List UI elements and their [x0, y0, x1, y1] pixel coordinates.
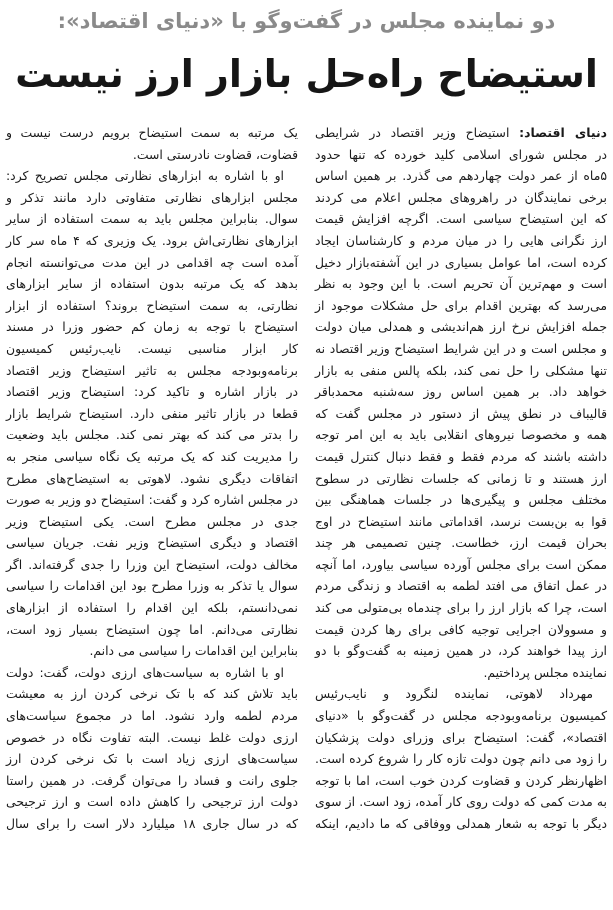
article-line-text: را مدیریت کند که یک مرتبه یک نگاه سیاسی منجر به — [6, 448, 298, 464]
article-line — [315, 511, 607, 533]
article-line-text: ارز پیدا خواهند کرد، در همین زمینه به گفت‌وگو با دو — [315, 643, 607, 659]
article-line — [6, 813, 298, 835]
article-line — [6, 338, 298, 360]
article-line — [315, 360, 607, 382]
article-line — [6, 252, 298, 274]
article-line — [6, 403, 298, 425]
article-line-text: تنها مشکلی را حل نمی کند، بلکه پالس منفی به بازار — [315, 362, 607, 378]
article-line — [6, 640, 298, 662]
article-line — [315, 381, 607, 403]
article-line — [315, 230, 607, 252]
article-line-text: ارزی دولت غلط نیست. البته تفاوت نگاه در خصوص — [6, 729, 298, 745]
article-line — [315, 575, 607, 597]
article-line — [315, 813, 607, 835]
article-line — [315, 144, 607, 166]
article-line — [6, 683, 298, 705]
article-line-text: ابزارهای نظارتی‌اش برود. یک وزیری که ۴ ماه سر کار — [6, 232, 298, 248]
article-line-text: است و مهم‌ترین آن تحریم است. با این وجود به نظر — [315, 276, 607, 292]
article-line-text: جلوی رانت و فساد را می‌توان گرفت. در همین راستا — [6, 772, 298, 788]
article-line-text: را زود می دانم چون دولت تازه کار را شروع کرده است. — [315, 751, 607, 767]
article-line — [315, 683, 607, 705]
article-line — [315, 424, 607, 446]
article-line-text: سیاست‌های ارزی زیاد است با تک نرخی کردن ارز — [6, 751, 298, 767]
article-line — [315, 338, 607, 360]
article-line — [6, 727, 298, 749]
article-line — [6, 489, 298, 511]
article-line — [6, 165, 298, 187]
article-line-text: سوال یا تذکر به وزرا مطرح بود این اقدامات را سیاسی — [6, 578, 298, 594]
article-line-text: را بدتر می کند که بهتر نمی کند. مجلس باید وضعیت — [6, 427, 298, 443]
article-column-left — [6, 122, 298, 835]
article-line-text: مخالف دولت، استیضاح این وزرا را جدی گرفته‌اند. اگر — [6, 556, 298, 572]
article-line-text: قوا به بن‌بست نرسد، اقداماتی مانند استیضاح در اوج — [315, 513, 607, 529]
article-line — [315, 187, 607, 209]
article-line — [315, 273, 607, 295]
article-line-text: کرده است، اما عوامل بسیاری در این آشفته‌بازار دخیل — [315, 254, 607, 270]
article-line — [6, 295, 298, 317]
article-line-text: جدی در مجلس مطرح است. یکی استیضاح وزیر — [6, 513, 298, 529]
article-line-text: نمی‌دانستم، بلکه این اقدام را استفاده از ابزارهای — [6, 600, 298, 616]
article-line-text: اتفاقات دیگری نشود. لاهوتی به استیضاح‌های مطرح — [6, 470, 298, 486]
article-line-text: دیگر با توجه به شعار همدلی ووفاقی که ما دادیم، اینکه — [315, 816, 607, 831]
article-line-text: باید تلاش کند که با تک نرخی کردن ارز به معیشت — [6, 686, 298, 702]
article-line — [6, 791, 298, 813]
source-label: دنیای اقتصاد: — [519, 125, 607, 140]
article-line — [6, 424, 298, 446]
article-line — [6, 770, 298, 792]
article-line — [6, 230, 298, 252]
article-line-text: و مجلس است و در این شرایط استیضاح وزیر اقتصاد نه — [315, 340, 607, 356]
article-line — [315, 403, 607, 425]
article-line-text: و مسوولان اجرایی توجیه کافی برای رها کردن قیمت — [315, 621, 607, 637]
article-line-text: است، چرا که بازار ارز را برای چندماه بی‌متولی می کند — [315, 600, 607, 616]
article-line — [315, 727, 607, 749]
article-line-text: در بازار اشاره و تاکید کرد: استیضاح وزیر اقتصاد — [6, 384, 298, 400]
article-line — [315, 619, 607, 641]
article-line-text: مردم لطمه وارد نشود. اما در مجموع سیاست‌های — [6, 708, 298, 724]
article-line — [6, 360, 298, 382]
article-line-text: نظارتی می‌دانم. اما چون استیضاح بسیار زود است، — [6, 621, 298, 637]
article-line — [6, 208, 298, 230]
article-line — [315, 640, 607, 662]
article-line — [315, 252, 607, 274]
article-line — [6, 554, 298, 576]
article-line-text: به مدت کمی که دولت روی کار آمده، زود است. از سوی — [315, 794, 607, 810]
article-line — [315, 748, 607, 770]
article-line-text: بدهد که یک مرتبه بدون استفاده از سایر ابزارهای — [6, 276, 298, 292]
article-line — [315, 554, 607, 576]
article-line-text: اقتصاد و دیگری استیضاح وزیر نفت. جریان سیاسی — [6, 535, 298, 551]
article-line — [6, 511, 298, 533]
article-line — [315, 791, 607, 813]
article-line — [6, 619, 298, 641]
article-line-text: دولت ارز ترجیحی را کاهش داده است و ارز ترجیحی — [6, 794, 298, 810]
article-line-text: جمله افزایش نرخ ارز هم‌اندیشی و همدلی میان دولت — [315, 319, 607, 335]
article-line-text: قطعا در بازار تاثیر منفی دارد. استیضاح شرایط بازار — [6, 405, 298, 421]
article-line-text: استیضاح با توجه به زمان کم حضور وزرا در مسند — [6, 319, 298, 335]
article-line — [6, 144, 298, 166]
article-line-text: مهرداد لاهوتی، نماینده لنگرود و نایب‌رئیس — [315, 686, 593, 702]
article-line-text: اظهارنظر کردن و قضاوت کردن خوب است، اما با توجه — [315, 772, 607, 788]
article-line-text: ممکن است برای مجلس آورده سیاسی بیاورد، اما آنچه — [315, 556, 607, 572]
article-line — [6, 468, 298, 490]
article-line — [6, 187, 298, 209]
article-line — [315, 208, 607, 230]
article-line — [315, 316, 607, 338]
article-line — [315, 532, 607, 554]
article-line-text: قالیباف در نطق پیش از دستور در مجلس گفت که — [315, 405, 607, 421]
article-line-text: برنامه‌وبودجه مجلس به تاثیر استیضاح وزیر اقتصاد — [6, 362, 298, 378]
article-line-text: او با اشاره به سیاست‌های ارزی دولت، گفت: دولت — [6, 664, 284, 680]
article-line — [315, 770, 607, 792]
article-line-text: در مجلس شورای اسلامی کلید خورده که تنها حدود — [315, 146, 607, 162]
article-line-text: یک مرتبه به سمت استیضاح برویم درست نیست و — [6, 125, 298, 140]
article-line-text: در عمل اتفاق می افتد لطمه به اقتصاد و زندگی مردم — [315, 578, 607, 594]
article-line-text: که این استیضاح سیاسی است. اگرچه افزایش قیمت — [315, 211, 607, 227]
article-line — [6, 662, 298, 684]
article-line — [315, 489, 607, 511]
article-line — [6, 597, 298, 619]
article-line — [315, 662, 607, 684]
article-line-text: برخی نمایندگان در راهروهای مجلس اعلام می کردند — [315, 189, 607, 205]
article-line — [6, 532, 298, 554]
article-line-text: ۵ماه از عمر دولت چهاردهم می گذرد. بر همین اساس — [315, 168, 607, 184]
article-line-text: قضاوت، قضاوت نادرستی است. — [132, 146, 298, 162]
article-line-text: نظارتی، به سمت استیضاح بروند؟ استفاده از ابزار — [6, 297, 298, 313]
article-line-text: داشته باشند که مردم فقط و فقط دنبال کنترل قیمت — [315, 448, 607, 464]
article-line-text: همه و مخصوصا نیروهای انقلابی باید به این امر توجه — [315, 427, 607, 443]
article-line-text: او با اشاره به ابزارهای نظارتی مجلس تصریح کرد: — [6, 168, 284, 184]
article-line-text: مختلف مجلس و پیگیری‌ها در جلسات هماهنگی بین — [315, 492, 607, 508]
article-line-text: سوال. بنابراین مجلس باید به سمت استفاده از سایر — [6, 211, 298, 227]
article-line-text: اقتصاد»، گفت: استیضاح برای وزرای دولت پزشکیان — [315, 729, 607, 745]
article-line-text: ارز هستند و تا زمانی که جلسات نظارتی در سطوح — [315, 470, 607, 486]
article-headline: استیضاح راه‌حل بازار ارز نیست — [15, 52, 598, 96]
article-line-text: کار ابزار مناسبی نیست. نایب‌رئیس کمیسیون — [6, 340, 298, 356]
article-line — [315, 122, 607, 144]
article-line-text: بنابراین این اقدامات را سیاسی می دانم. — [89, 643, 298, 659]
article-line — [315, 295, 607, 317]
article-column-right — [315, 122, 607, 835]
article-line — [315, 446, 607, 468]
article-line-text: که در سال جاری ۱۸ میلیارد دلار است را برای سال — [6, 816, 298, 831]
article-line-text: نماینده مجلس پرداختیم. — [483, 664, 607, 680]
article-line — [6, 575, 298, 597]
article-line-text: استیضاح وزیر اقتصاد در شرایطی — [315, 125, 510, 140]
article-line-text: ارز نگرانی هایی را در میان مردم و کارشناسان ایجاد — [315, 232, 607, 248]
article-line — [6, 273, 298, 295]
article-line — [6, 705, 298, 727]
article-line-text: آمده است چه اقدامی در این مدت می‌توانسته انجام — [6, 254, 298, 270]
article-line — [6, 122, 298, 144]
article-line — [6, 748, 298, 770]
article-line — [315, 468, 607, 490]
article-line-text: خواهد داد. بر همین اساس روز سه‌شنبه محمدباقر — [315, 384, 607, 400]
article-line-text: کمیسیون برنامه‌وبودجه مجلس در گفت‌وگو با «دنیای — [315, 708, 607, 724]
article-line — [6, 446, 298, 468]
article-line — [315, 165, 607, 187]
article-line — [315, 705, 607, 727]
article-kicker: دو نماینده مجلس در گفت‌وگو با «دنیای اقتصاد»: — [57, 9, 556, 33]
article-line-text: بحران قیمت ارز، خطاست. چنین تصمیمی هر چند — [315, 535, 607, 551]
article-line — [6, 316, 298, 338]
article-line-text: می‌رسد که بهترین اقدام برای حل مشکلات موجود از — [315, 297, 607, 313]
article-line-text: در مجلس اشاره کرد و گفت: استیضاح دو وزیر به صورت — [6, 492, 298, 508]
article-line — [6, 381, 298, 403]
article-line-text: مجلس ابزارهای نظارتی متفاوتی دارد مانند تذکر و — [6, 189, 298, 205]
article-line — [315, 597, 607, 619]
